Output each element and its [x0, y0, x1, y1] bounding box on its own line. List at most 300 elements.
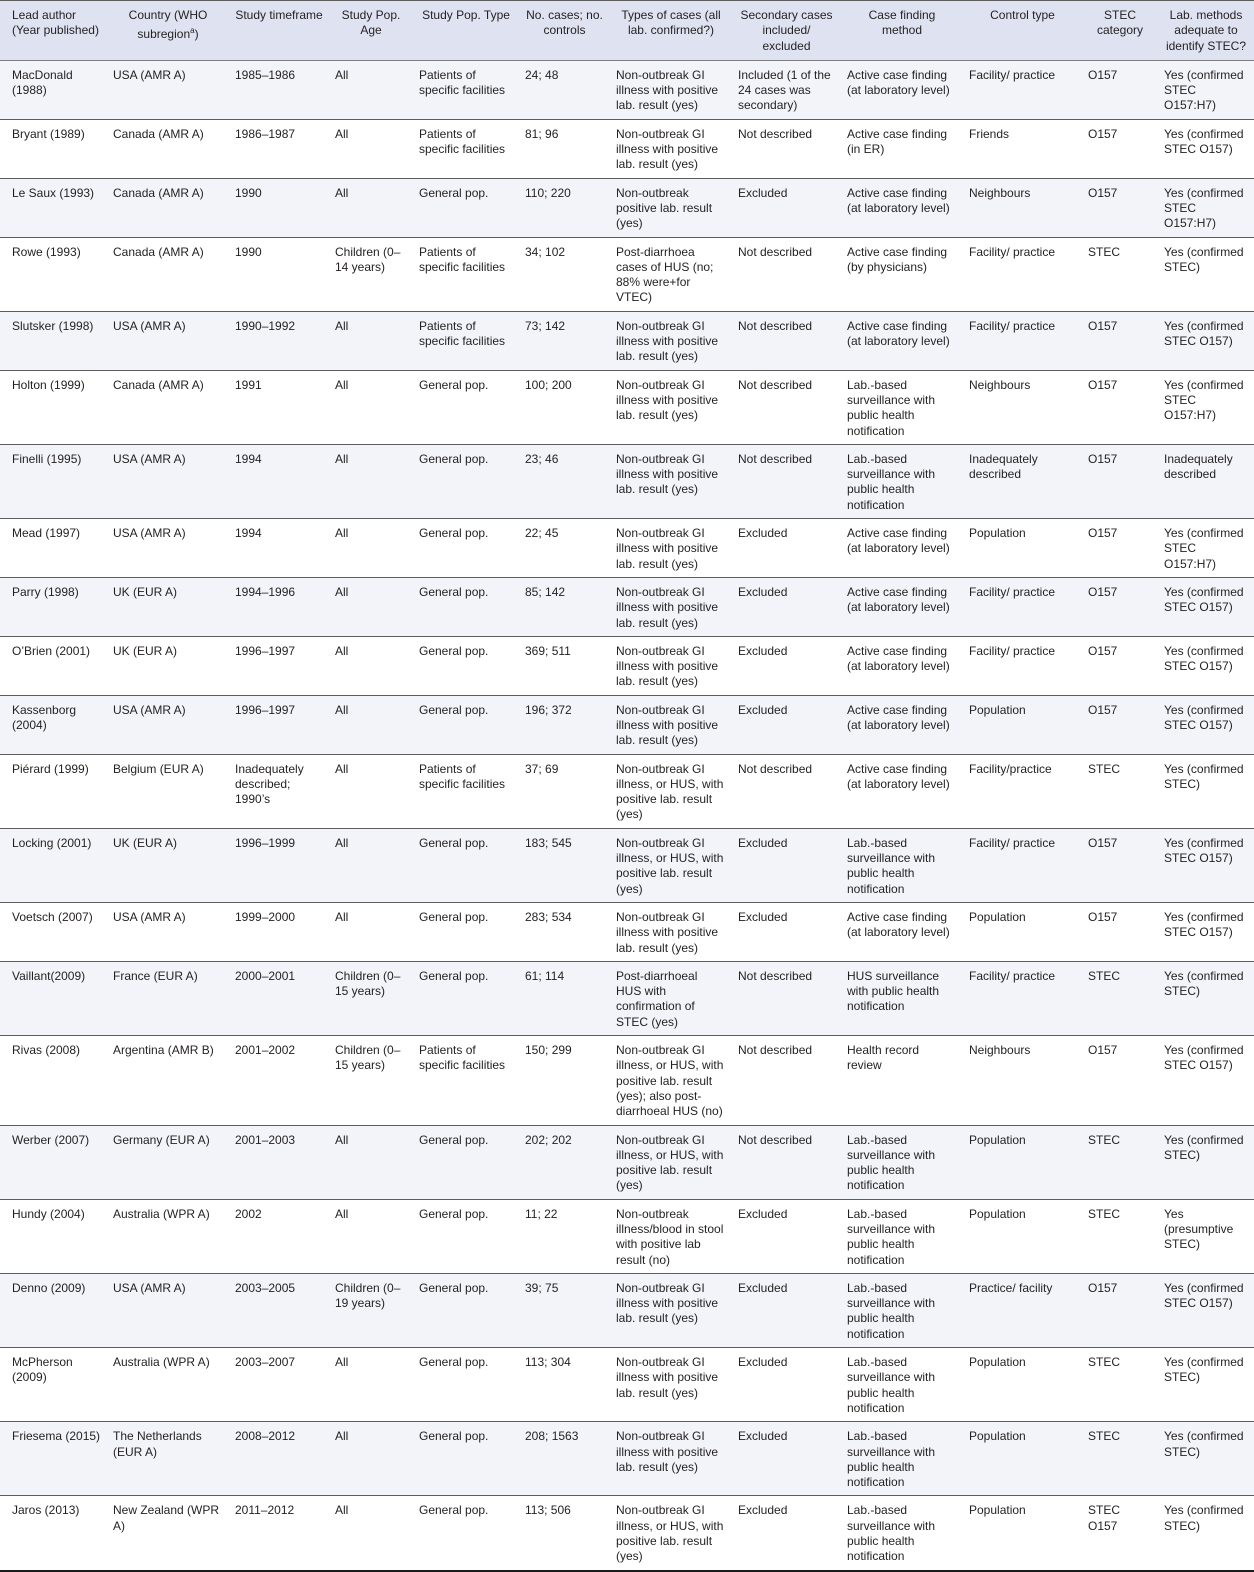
cell-lab: Yes (confirmed STEC O157) — [1158, 311, 1254, 370]
cell-age: All — [329, 370, 413, 444]
cell-author: Jaros (2013) — [0, 1496, 107, 1571]
cell-secondary: Excluded — [732, 902, 841, 961]
cell-timeframe: 1996–1997 — [229, 636, 329, 695]
cell-age: All — [329, 828, 413, 902]
cell-cases: 150; 299 — [519, 1036, 610, 1125]
table-row — [0, 1125, 1254, 1199]
cell-secondary: Excluded — [732, 1496, 841, 1571]
cell-age: Children (0–15 years) — [329, 1036, 413, 1125]
cell-control: Inadequately described — [963, 444, 1082, 518]
cell-case-types: Post-diarrhoeal HUS with confirmation of STEC (yes) — [610, 961, 732, 1035]
cell-finding: Lab.-based surveillance with public health notification — [841, 1125, 963, 1199]
header-row — [0, 1, 1254, 61]
cell-secondary: Not described — [732, 444, 841, 518]
cell-author: Rowe (1993) — [0, 237, 107, 311]
table-row — [0, 828, 1254, 902]
cell-cases: 113; 304 — [519, 1348, 610, 1422]
cell-secondary: Not described — [732, 237, 841, 311]
cell-age: All — [329, 444, 413, 518]
cell-finding: Lab.-based surveillance with public health notification — [841, 1348, 963, 1422]
cell-type: General pop. — [413, 577, 519, 636]
cell-country: Canada (AMR A) — [107, 178, 229, 237]
cell-timeframe: 2003–2007 — [229, 1348, 329, 1422]
cell-secondary: Excluded — [732, 519, 841, 578]
cell-lab: Yes (confirmed STEC) — [1158, 237, 1254, 311]
header-cases: No. cases; no. controls — [519, 1, 610, 61]
cell-cases: 113; 506 — [519, 1496, 610, 1571]
cell-control: Population — [963, 1199, 1082, 1273]
table-row — [0, 1036, 1254, 1125]
cell-timeframe: 2003–2005 — [229, 1273, 329, 1347]
cell-lab: Yes (confirmed STEC) — [1158, 1125, 1254, 1199]
cell-case-types: Non-outbreak GI illness, or HUS, with positive lab. result (yes) — [610, 1125, 732, 1199]
cell-secondary: Excluded — [732, 1273, 841, 1347]
cell-control: Facility/ practice — [963, 60, 1082, 119]
table-row — [0, 444, 1254, 518]
cell-secondary: Excluded — [732, 695, 841, 754]
cell-cases: 73; 142 — [519, 311, 610, 370]
cell-timeframe: 2001–2002 — [229, 1036, 329, 1125]
cell-cases: 37; 69 — [519, 754, 610, 828]
cell-author: Locking (2001) — [0, 828, 107, 902]
cell-timeframe: 1994–1996 — [229, 577, 329, 636]
cell-control: Facility/ practice — [963, 961, 1082, 1035]
cell-lab: Yes (confirmed STEC O157) — [1158, 828, 1254, 902]
cell-stec: STEC — [1082, 961, 1158, 1035]
cell-stec: O157 — [1082, 119, 1158, 178]
cell-control: Population — [963, 1348, 1082, 1422]
cell-stec: O157 — [1082, 695, 1158, 754]
header-country-text: Country (WHO subregion — [128, 8, 208, 42]
cell-type: General pop. — [413, 828, 519, 902]
cell-author: Holton (1999) — [0, 370, 107, 444]
cell-lab: Yes (confirmed STEC O157) — [1158, 1036, 1254, 1125]
cell-cases: 110; 220 — [519, 178, 610, 237]
cell-cases: 100; 200 — [519, 370, 610, 444]
table-row — [0, 519, 1254, 578]
cell-country: UK (EUR A) — [107, 636, 229, 695]
table-row — [0, 1348, 1254, 1422]
header-case-types: Types of cases (all lab. confirmed?) — [610, 1, 732, 61]
cell-case-types: Non-outbreak GI illness with positive lab. result (yes) — [610, 370, 732, 444]
cell-timeframe: 2000–2001 — [229, 961, 329, 1035]
cell-secondary: Not described — [732, 1036, 841, 1125]
cell-type: Patients of specific facilities — [413, 237, 519, 311]
cell-lab: Yes (confirmed STEC O157:H7) — [1158, 60, 1254, 119]
table-row — [0, 754, 1254, 828]
header-stec: STEC category — [1082, 1, 1158, 61]
cell-country: Canada (AMR A) — [107, 370, 229, 444]
cell-type: Patients of specific facilities — [413, 1036, 519, 1125]
cell-type: General pop. — [413, 1273, 519, 1347]
header-timeframe: Study timeframe — [229, 1, 329, 61]
cell-age: All — [329, 1199, 413, 1273]
cell-stec: O157 — [1082, 60, 1158, 119]
cell-country: Australia (WPR A) — [107, 1348, 229, 1422]
table-row — [0, 1273, 1254, 1347]
cell-author: O’Brien (2001) — [0, 636, 107, 695]
cell-age: Children (0–15 years) — [329, 961, 413, 1035]
cell-stec: O157 — [1082, 636, 1158, 695]
cell-secondary: Included (1 of the 24 cases was secondary) — [732, 60, 841, 119]
cell-secondary: Excluded — [732, 577, 841, 636]
table-row — [0, 577, 1254, 636]
cell-cases: 39; 75 — [519, 1273, 610, 1347]
cell-finding: Lab.-based surveillance with public health notification — [841, 1422, 963, 1496]
cell-country: USA (AMR A) — [107, 695, 229, 754]
cell-timeframe: 1996–1997 — [229, 695, 329, 754]
cell-country: The Netherlands (EUR A) — [107, 1422, 229, 1496]
cell-age: All — [329, 1422, 413, 1496]
cell-timeframe: 2008–2012 — [229, 1422, 329, 1496]
cell-finding: Active case finding (at laboratory level) — [841, 577, 963, 636]
cell-type: General pop. — [413, 1422, 519, 1496]
cell-author: Slutsker (1998) — [0, 311, 107, 370]
cell-country: USA (AMR A) — [107, 1273, 229, 1347]
cell-author: Hundy (2004) — [0, 1199, 107, 1273]
cell-age: All — [329, 902, 413, 961]
cell-author: Piérard (1999) — [0, 754, 107, 828]
cell-cases: 202; 202 — [519, 1125, 610, 1199]
cell-timeframe: 2002 — [229, 1199, 329, 1273]
cell-country: USA (AMR A) — [107, 444, 229, 518]
cell-secondary: Excluded — [732, 1348, 841, 1422]
cell-author: Friesema (2015) — [0, 1422, 107, 1496]
cell-type: General pop. — [413, 444, 519, 518]
table-row — [0, 636, 1254, 695]
cell-finding: Active case finding (at laboratory level) — [841, 902, 963, 961]
cell-stec: STEC — [1082, 754, 1158, 828]
cell-case-types: Non-outbreak GI illness with positive lab. result (yes) — [610, 636, 732, 695]
cell-timeframe: 1994 — [229, 519, 329, 578]
cell-secondary: Excluded — [732, 828, 841, 902]
cell-secondary: Excluded — [732, 636, 841, 695]
table-row — [0, 178, 1254, 237]
cell-finding: Active case finding (by physicians) — [841, 237, 963, 311]
cell-finding: Lab.-based surveillance with public health notification — [841, 1199, 963, 1273]
cell-case-types: Non-outbreak positive lab. result (yes) — [610, 178, 732, 237]
cell-timeframe: 1996–1999 — [229, 828, 329, 902]
cell-lab: Yes (confirmed STEC O157) — [1158, 902, 1254, 961]
cell-age: Children (0–19 years) — [329, 1273, 413, 1347]
cell-stec: O157 — [1082, 902, 1158, 961]
cell-type: Patients of specific facilities — [413, 754, 519, 828]
cell-age: All — [329, 636, 413, 695]
cell-cases: 11; 22 — [519, 1199, 610, 1273]
cell-author: McPherson (2009) — [0, 1348, 107, 1422]
cell-stec: O157 — [1082, 519, 1158, 578]
cell-stec: STEC — [1082, 1422, 1158, 1496]
cell-lab: Yes (confirmed STEC O157) — [1158, 636, 1254, 695]
cell-lab: Yes (confirmed STEC O157) — [1158, 1273, 1254, 1347]
cell-age: All — [329, 1125, 413, 1199]
cell-stec: STEC — [1082, 1125, 1158, 1199]
cell-lab: Yes (confirmed STEC) — [1158, 961, 1254, 1035]
cell-country: Canada (AMR A) — [107, 119, 229, 178]
cell-lab: Yes (confirmed STEC O157:H7) — [1158, 178, 1254, 237]
cell-timeframe: 2001–2003 — [229, 1125, 329, 1199]
header-lab: Lab. methods adequate to identify STEC? — [1158, 1, 1254, 61]
cell-control: Population — [963, 695, 1082, 754]
cell-lab: Yes (confirmed STEC O157:H7) — [1158, 370, 1254, 444]
cell-country: Australia (WPR A) — [107, 1199, 229, 1273]
cell-secondary: Not described — [732, 119, 841, 178]
table-row — [0, 961, 1254, 1035]
cell-timeframe: 1985–1986 — [229, 60, 329, 119]
cell-timeframe: 2011–2012 — [229, 1496, 329, 1571]
cell-case-types: Non-outbreak GI illness with positive lab. result (yes) — [610, 444, 732, 518]
cell-type: Patients of specific facilities — [413, 60, 519, 119]
cell-author: Parry (1998) — [0, 577, 107, 636]
cell-case-types: Non-outbreak GI illness with positive lab. result (yes) — [610, 1422, 732, 1496]
cell-stec: O157 — [1082, 370, 1158, 444]
cell-author: Rivas (2008) — [0, 1036, 107, 1125]
cell-lab: Yes (confirmed STEC) — [1158, 1496, 1254, 1571]
cell-type: General pop. — [413, 178, 519, 237]
cell-finding: Active case finding (at laboratory level) — [841, 311, 963, 370]
cell-country: Argentina (AMR B) — [107, 1036, 229, 1125]
cell-cases: 23; 46 — [519, 444, 610, 518]
cell-age: All — [329, 754, 413, 828]
cell-lab: Yes (confirmed STEC) — [1158, 1348, 1254, 1422]
cell-country: Canada (AMR A) — [107, 237, 229, 311]
cell-age: All — [329, 60, 413, 119]
cell-control: Facility/ practice — [963, 311, 1082, 370]
cell-case-types: Non-outbreak GI illness, or HUS, with positive lab. result (yes); also post-diarrhoeal HUS (no) — [610, 1036, 732, 1125]
cell-age: All — [329, 311, 413, 370]
cell-lab: Yes (confirmed STEC) — [1158, 1422, 1254, 1496]
cell-author: Voetsch (2007) — [0, 902, 107, 961]
cell-secondary: Not described — [732, 754, 841, 828]
cell-lab: Yes (confirmed STEC O157) — [1158, 119, 1254, 178]
cell-control: Population — [963, 1422, 1082, 1496]
cell-finding: Lab.-based surveillance with public health notification — [841, 370, 963, 444]
cell-case-types: Non-outbreak GI illness, or HUS, with positive lab. result (yes) — [610, 754, 732, 828]
cell-control: Practice/ facility — [963, 1273, 1082, 1347]
cell-cases: 22; 45 — [519, 519, 610, 578]
cell-case-types: Non-outbreak illness/blood in stool with positive lab result (no) — [610, 1199, 732, 1273]
cell-type: General pop. — [413, 1199, 519, 1273]
header-control: Control type — [963, 1, 1082, 61]
cell-timeframe: 1991 — [229, 370, 329, 444]
cell-country: UK (EUR A) — [107, 828, 229, 902]
cell-country: France (EUR A) — [107, 961, 229, 1035]
cell-finding: Active case finding (at laboratory level) — [841, 178, 963, 237]
cell-timeframe: 1990 — [229, 237, 329, 311]
header-age: Study Pop. Age — [329, 1, 413, 61]
cell-lab: Inadequately described — [1158, 444, 1254, 518]
cell-control: Facility/ practice — [963, 636, 1082, 695]
cell-type: General pop. — [413, 961, 519, 1035]
cell-author: Le Saux (1993) — [0, 178, 107, 237]
cell-case-types: Non-outbreak GI illness with positive lab. result (yes) — [610, 1273, 732, 1347]
cell-type: General pop. — [413, 370, 519, 444]
cell-case-types: Non-outbreak GI illness, or HUS, with positive lab. result (yes) — [610, 828, 732, 902]
cell-secondary: Excluded — [732, 178, 841, 237]
cell-finding: Lab.-based surveillance with public health notification — [841, 1496, 963, 1571]
table-row — [0, 1422, 1254, 1496]
cell-cases: 34; 102 — [519, 237, 610, 311]
cell-control: Facility/ practice — [963, 237, 1082, 311]
cell-lab: Yes (confirmed STEC O157) — [1158, 695, 1254, 754]
cell-case-types: Non-outbreak GI illness with positive lab. result (yes) — [610, 119, 732, 178]
cell-author: Werber (2007) — [0, 1125, 107, 1199]
cell-case-types: Non-outbreak GI illness, or HUS, with positive lab. result (yes) — [610, 1496, 732, 1571]
cell-case-types: Non-outbreak GI illness with positive lab. result (yes) — [610, 577, 732, 636]
cell-cases: 208; 1563 — [519, 1422, 610, 1496]
cell-secondary: Not described — [732, 311, 841, 370]
cell-finding: Active case finding (at laboratory level) — [841, 695, 963, 754]
cell-finding: Lab.-based surveillance with public health notification — [841, 444, 963, 518]
cell-author: MacDonald (1988) — [0, 60, 107, 119]
cell-secondary: Excluded — [732, 1199, 841, 1273]
header-author: Lead author (Year published) — [0, 1, 107, 61]
cell-type: General pop. — [413, 695, 519, 754]
cell-timeframe: 1990 — [229, 178, 329, 237]
cell-author: Kassenborg (2004) — [0, 695, 107, 754]
cell-cases: 283; 534 — [519, 902, 610, 961]
cell-country: Belgium (EUR A) — [107, 754, 229, 828]
cell-secondary: Not described — [732, 1125, 841, 1199]
cell-stec: O157 — [1082, 178, 1158, 237]
cell-stec: O157 — [1082, 311, 1158, 370]
cell-stec: STEC — [1082, 1348, 1158, 1422]
cell-stec: O157 — [1082, 444, 1158, 518]
cell-age: All — [329, 1348, 413, 1422]
cell-author: Vaillant(2009) — [0, 961, 107, 1035]
cell-timeframe: 1994 — [229, 444, 329, 518]
cell-type: Patients of specific facilities — [413, 311, 519, 370]
cell-case-types: Non-outbreak GI illness with positive lab. result (yes) — [610, 311, 732, 370]
cell-control: Population — [963, 1496, 1082, 1571]
cell-control: Population — [963, 902, 1082, 961]
cell-country: New Zealand (WPR A) — [107, 1496, 229, 1571]
cell-control: Population — [963, 1125, 1082, 1199]
cell-timeframe: Inadequately described; 1990’s — [229, 754, 329, 828]
table-row — [0, 60, 1254, 119]
table-row — [0, 237, 1254, 311]
cell-control: Neighbours — [963, 1036, 1082, 1125]
cell-cases: 369; 511 — [519, 636, 610, 695]
header-finding: Case finding method — [841, 1, 963, 61]
cell-control: Facility/ practice — [963, 577, 1082, 636]
cell-cases: 183; 545 — [519, 828, 610, 902]
cell-author: Bryant (1989) — [0, 119, 107, 178]
cell-type: General pop. — [413, 519, 519, 578]
cell-author: Finelli (1995) — [0, 444, 107, 518]
table-body — [0, 60, 1254, 1570]
cell-type: General pop. — [413, 1496, 519, 1571]
cell-timeframe: 1986–1987 — [229, 119, 329, 178]
cell-cases: 24; 48 — [519, 60, 610, 119]
cell-cases: 81; 96 — [519, 119, 610, 178]
cell-country: USA (AMR A) — [107, 311, 229, 370]
cell-lab: Yes (confirmed STEC) — [1158, 754, 1254, 828]
cell-finding: Health record review — [841, 1036, 963, 1125]
cell-type: General pop. — [413, 636, 519, 695]
cell-finding: Active case finding (at laboratory level) — [841, 60, 963, 119]
table-header — [0, 1, 1254, 61]
cell-control: Population — [963, 519, 1082, 578]
table-row — [0, 695, 1254, 754]
header-type: Study Pop. Type — [413, 1, 519, 61]
cell-age: All — [329, 577, 413, 636]
cell-age: All — [329, 178, 413, 237]
cell-lab: Yes (confirmed STEC O157) — [1158, 577, 1254, 636]
table-row — [0, 119, 1254, 178]
cell-stec: O157 — [1082, 1036, 1158, 1125]
cell-age: All — [329, 1496, 413, 1571]
table-row — [0, 311, 1254, 370]
cell-secondary: Not described — [732, 370, 841, 444]
header-country-close: ) — [194, 27, 199, 42]
header-country-footnote: a — [190, 26, 195, 36]
cell-timeframe: 1999–2000 — [229, 902, 329, 961]
cell-cases: 196; 372 — [519, 695, 610, 754]
cell-finding: Active case finding (at laboratory level) — [841, 754, 963, 828]
cell-control: Facility/practice — [963, 754, 1082, 828]
cell-author: Denno (2009) — [0, 1273, 107, 1347]
table-row — [0, 1199, 1254, 1273]
cell-control: Neighbours — [963, 370, 1082, 444]
cell-stec: STEC — [1082, 1199, 1158, 1273]
cell-type: General pop. — [413, 902, 519, 961]
cell-control: Facility/ practice — [963, 828, 1082, 902]
cell-lab: Yes (confirmed STEC O157:H7) — [1158, 519, 1254, 578]
cell-timeframe: 1990–1992 — [229, 311, 329, 370]
cell-country: USA (AMR A) — [107, 902, 229, 961]
table-row — [0, 902, 1254, 961]
cell-case-types: Non-outbreak GI illness with positive lab. result (yes) — [610, 519, 732, 578]
cell-case-types: Non-outbreak GI illness with positive lab. result (yes) — [610, 695, 732, 754]
cell-country: USA (AMR A) — [107, 519, 229, 578]
cell-case-types: Post-diarrhoea cases of HUS (no; 88% were+for VTEC) — [610, 237, 732, 311]
cell-age: Children (0–14 years) — [329, 237, 413, 311]
cell-control: Neighbours — [963, 178, 1082, 237]
cell-case-types: Non-outbreak GI illness with positive lab. result (yes) — [610, 1348, 732, 1422]
header-country — [107, 1, 229, 61]
cell-cases: 61; 114 — [519, 961, 610, 1035]
cell-stec: STEC — [1082, 237, 1158, 311]
table-row — [0, 1496, 1254, 1571]
cell-finding: Lab.-based surveillance with public health notification — [841, 828, 963, 902]
cell-secondary: Excluded — [732, 1422, 841, 1496]
cell-country: USA (AMR A) — [107, 60, 229, 119]
cell-type: Patients of specific facilities — [413, 119, 519, 178]
cell-age: All — [329, 519, 413, 578]
cell-country: UK (EUR A) — [107, 577, 229, 636]
cell-secondary: Not described — [732, 961, 841, 1035]
cell-lab: Yes (presumptive STEC) — [1158, 1199, 1254, 1273]
cell-case-types: Non-outbreak GI illness with positive lab. result (yes) — [610, 60, 732, 119]
table-row — [0, 370, 1254, 444]
cell-cases: 85; 142 — [519, 577, 610, 636]
cell-case-types: Non-outbreak GI illness with positive lab. result (yes) — [610, 902, 732, 961]
cell-age: All — [329, 119, 413, 178]
cell-finding: Active case finding (in ER) — [841, 119, 963, 178]
cell-author: Mead (1997) — [0, 519, 107, 578]
cell-type: General pop. — [413, 1348, 519, 1422]
cell-type: General pop. — [413, 1125, 519, 1199]
cell-stec: STEC O157 — [1082, 1496, 1158, 1571]
cell-finding: Active case finding (at laboratory level) — [841, 519, 963, 578]
cell-age: All — [329, 695, 413, 754]
cell-stec: O157 — [1082, 1273, 1158, 1347]
cell-finding: Active case finding (at laboratory level) — [841, 636, 963, 695]
cell-stec: O157 — [1082, 828, 1158, 902]
header-secondary: Secondary cases included/ excluded — [732, 1, 841, 61]
cell-finding: Lab.-based surveillance with public health notification — [841, 1273, 963, 1347]
